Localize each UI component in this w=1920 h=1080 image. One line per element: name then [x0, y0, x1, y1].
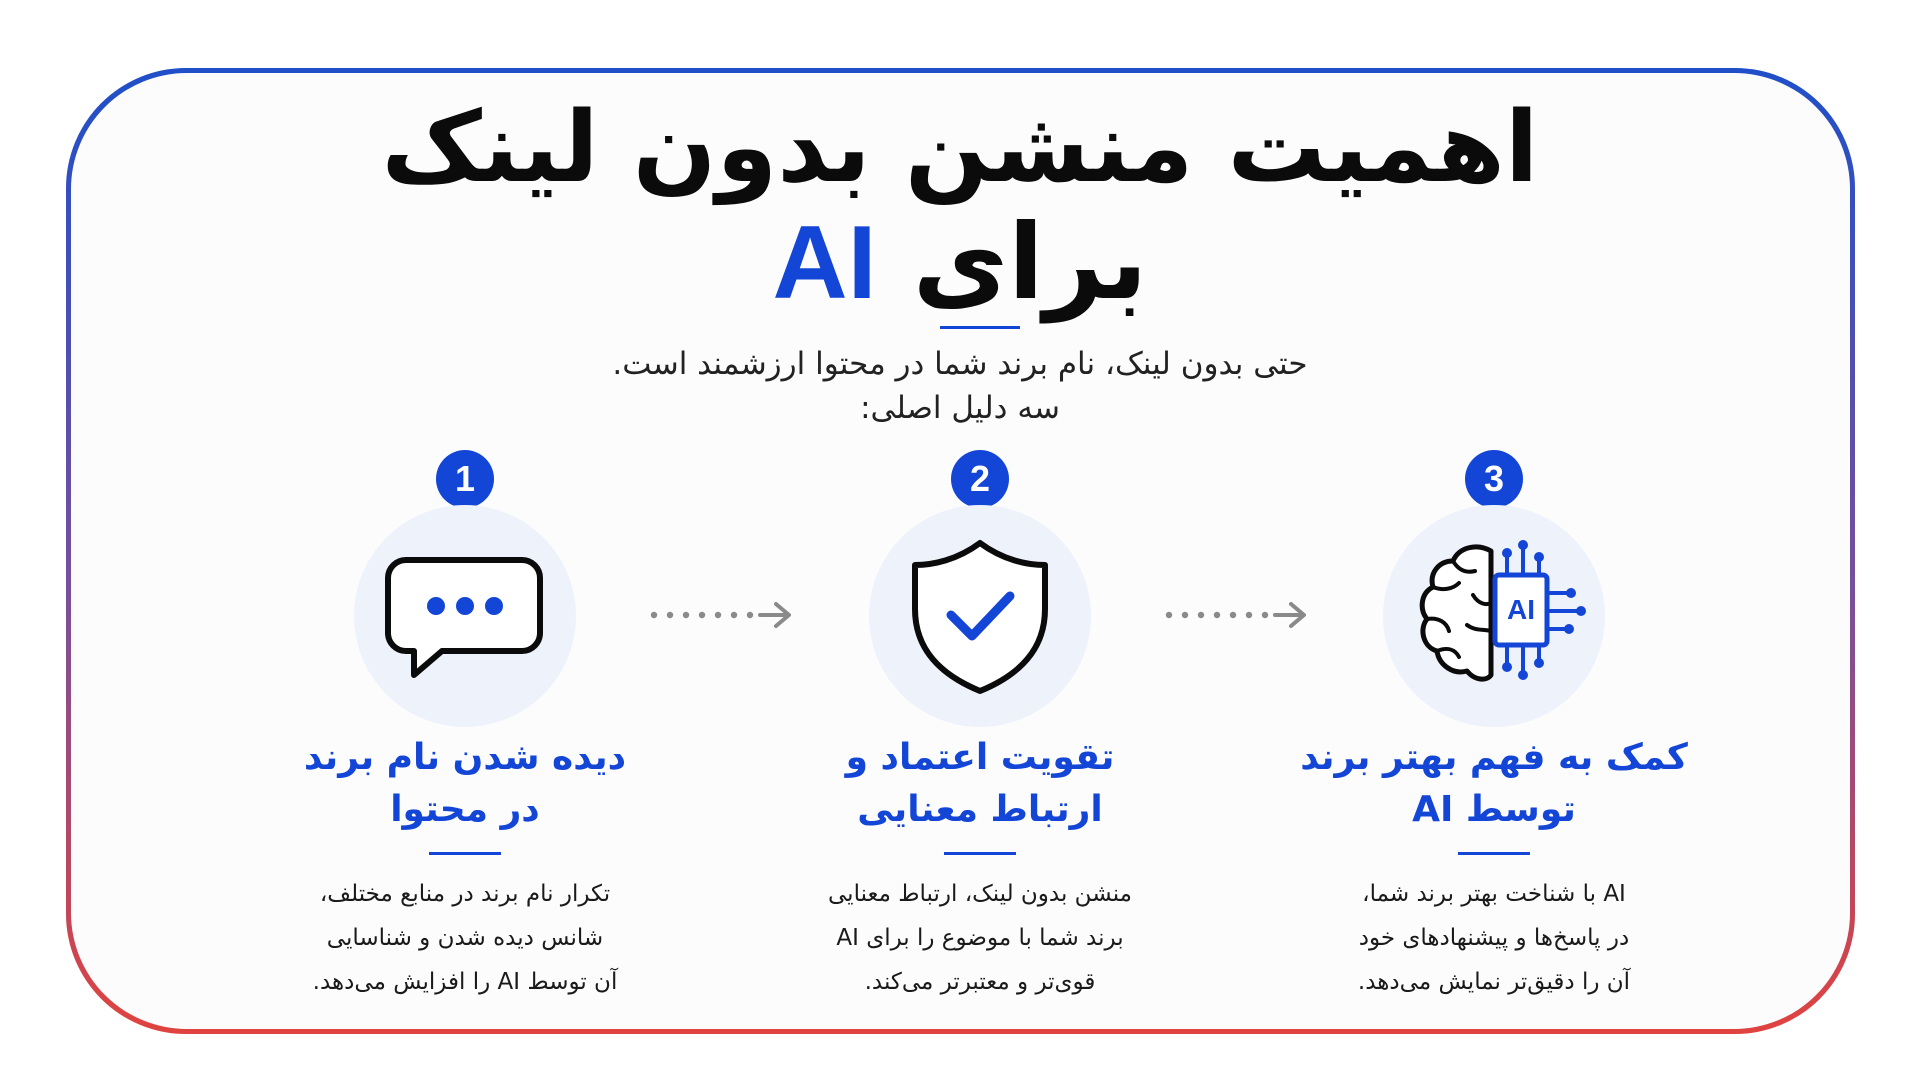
- step-2-title: [770, 732, 1190, 836]
- dotted-arrow-icon: [1163, 600, 1313, 630]
- step-3-title: [1284, 732, 1704, 836]
- ai-brain-icon: [1383, 505, 1605, 727]
- step-1-title-line1: دیده شدن نام برند: [303, 737, 627, 778]
- ai-chip-label: AI: [1507, 594, 1535, 625]
- step-3-desc-line1: AI با شناخت بهتر برند شما،: [1362, 881, 1626, 907]
- step-2-desc-line3: قوی‌تر و معتبرتر می‌کند.: [864, 969, 1096, 995]
- step-3-description: [1284, 872, 1704, 1004]
- step-1-icon-disc: [354, 505, 576, 727]
- page-title-line1: اهمیت منشن بدون لینک: [381, 91, 1539, 205]
- step-1-desc-line3: آن توسط AI را افزایش می‌دهد.: [312, 969, 618, 995]
- subtitle-line2: سه دلیل اصلی:: [860, 390, 1060, 426]
- step-1-desc-line1: تکرار نام برند در منابع مختلف،: [319, 881, 611, 907]
- step-1-title: [255, 732, 675, 836]
- step-3-icon-disc: [1383, 505, 1605, 727]
- step-2-title-line1: تقویت اعتماد و: [845, 737, 1115, 778]
- step-2-description: [770, 872, 1190, 1004]
- page-title-ai: AI: [772, 205, 877, 321]
- chat-bubble-icon: [354, 505, 576, 727]
- step-1-description: [255, 872, 675, 1004]
- step-2-divider: [944, 852, 1016, 855]
- step-3-title-line2: توسط AI: [1412, 789, 1576, 830]
- step-3-desc-line3: آن را دقیق‌تر نمایش می‌دهد.: [1357, 969, 1631, 995]
- step-2-badge: 2: [951, 450, 1009, 508]
- step-3-badge: 3: [1465, 450, 1523, 508]
- step-3-title-line1: کمک به فهم بهتر برند: [1300, 737, 1688, 778]
- step-1-title-line2: در محتوا: [390, 789, 540, 830]
- page-title-word: برای: [912, 201, 1148, 323]
- page-title-line2: [260, 200, 1660, 325]
- step-1-divider: [429, 852, 501, 855]
- shield-check-icon: [869, 505, 1091, 727]
- step-2-desc-line2: برند شما با موضوع را برای AI: [836, 925, 1124, 951]
- subtitle-line1: حتی بدون لینک، نام برند شما در محتوا ارزشمند است.: [612, 346, 1308, 382]
- step-2-title-line2: ارتباط معنایی: [857, 789, 1103, 830]
- step-1-desc-line2: شانس دیده شدن و شناسایی: [326, 925, 604, 951]
- step-1-badge: 1: [436, 450, 494, 508]
- step-3-desc-line2: در پاسخ‌ها و پیشنهادهای خود: [1358, 925, 1630, 951]
- step-2-desc-line1: منشن بدون لینک، ارتباط معنایی: [828, 881, 1132, 907]
- step-2-icon-disc: [869, 505, 1091, 727]
- title-divider: [940, 326, 1020, 329]
- dotted-arrow-icon: [648, 600, 798, 630]
- step-3-divider: [1458, 852, 1530, 855]
